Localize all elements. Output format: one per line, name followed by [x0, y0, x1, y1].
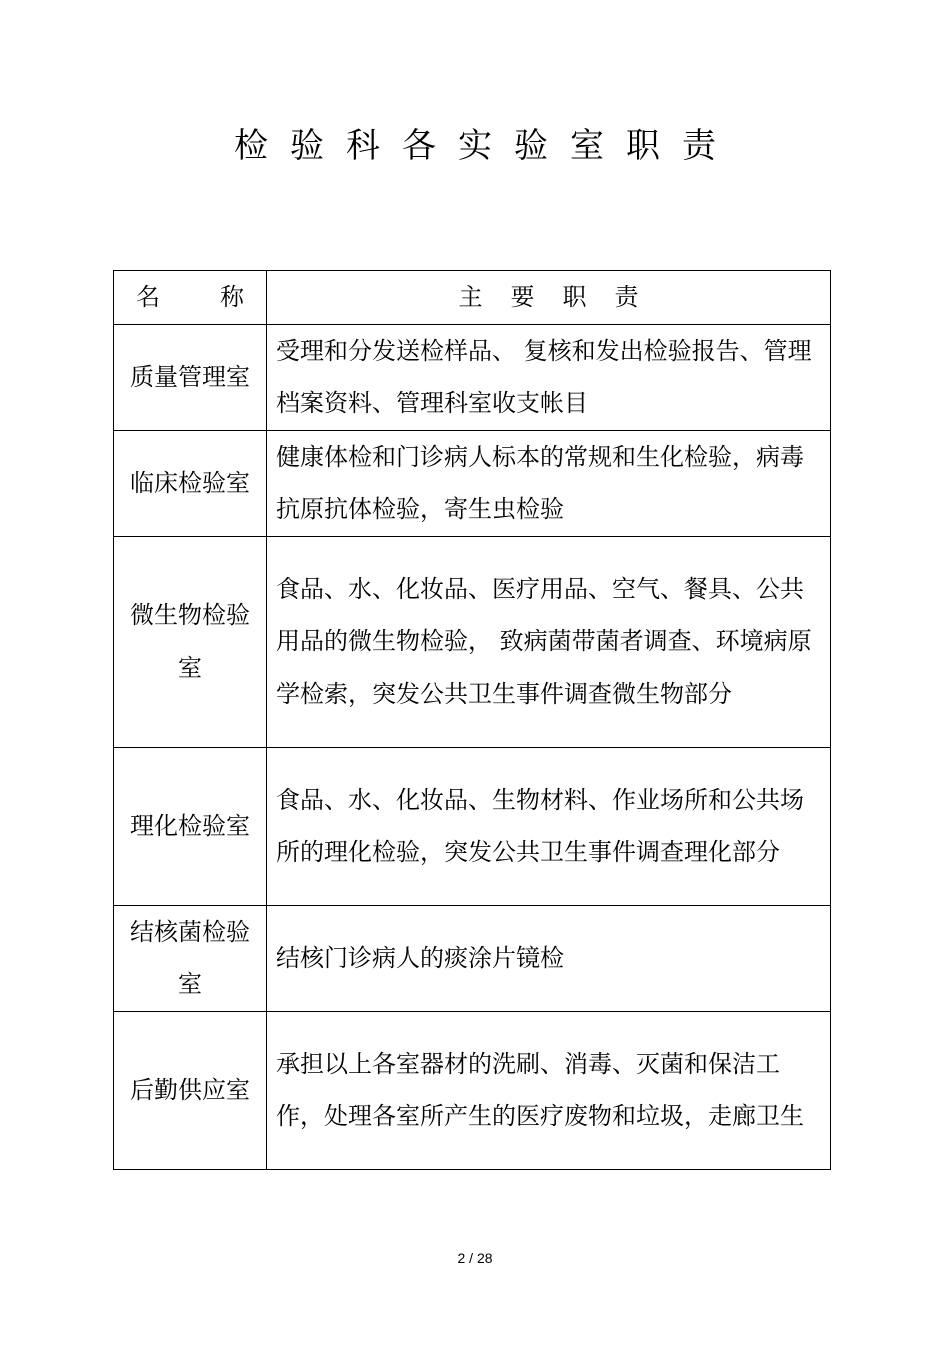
table-row [114, 430, 831, 536]
table-row [114, 905, 831, 1011]
duties-table [113, 270, 831, 1170]
document-title: 检验科各实验室职责 [234, 126, 738, 166]
table-row [114, 536, 831, 747]
table-row [114, 747, 831, 905]
room-duties-cell: 食品、水、化妆品、生物材料、作业场所和公共场所的理化检验，突发公共卫生事件调查理化部分 [267, 747, 831, 905]
page-indicator: 2 / 28 [457, 1250, 493, 1266]
room-duties-cell: 承担以上各室器材的洗刷、消毒、灭菌和保洁工作，处理各室所产生的医疗废物和垃圾，走廊卫生 [267, 1011, 831, 1169]
header-name-cell: 名称 [114, 271, 267, 325]
room-duties-cell: 健康体检和门诊病人标本的常规和生化检验，病毒抗原抗体检验，寄生虫检验 [267, 430, 831, 536]
room-name-cell: 结核菌检验室 [114, 905, 267, 1011]
table-row [114, 1011, 831, 1169]
room-name-cell: 微生物检验室 [114, 536, 267, 747]
room-name-cell: 理化检验室 [114, 747, 267, 905]
room-name-cell: 临床检验室 [114, 430, 267, 536]
table-header-row [114, 271, 831, 325]
room-duties-cell: 结核门诊病人的痰涂片镜检 [267, 905, 831, 1011]
table-row [114, 324, 831, 430]
room-duties-cell: 受理和分发送检样品、 复核和发出检验报告、管理档案资料、管理科室收支帐目 [267, 324, 831, 430]
room-name-cell: 后勤供应室 [114, 1011, 267, 1169]
room-name-cell: 质量管理室 [114, 324, 267, 430]
room-duties-cell: 食品、水、化妆品、医疗用品、空气、餐具、公共用品的微生物检验， 致病菌带菌者调查、环境病原学检索，突发公共卫生事件调查微生物部分 [267, 536, 831, 747]
header-duties-cell: 主要职责 [267, 271, 831, 325]
